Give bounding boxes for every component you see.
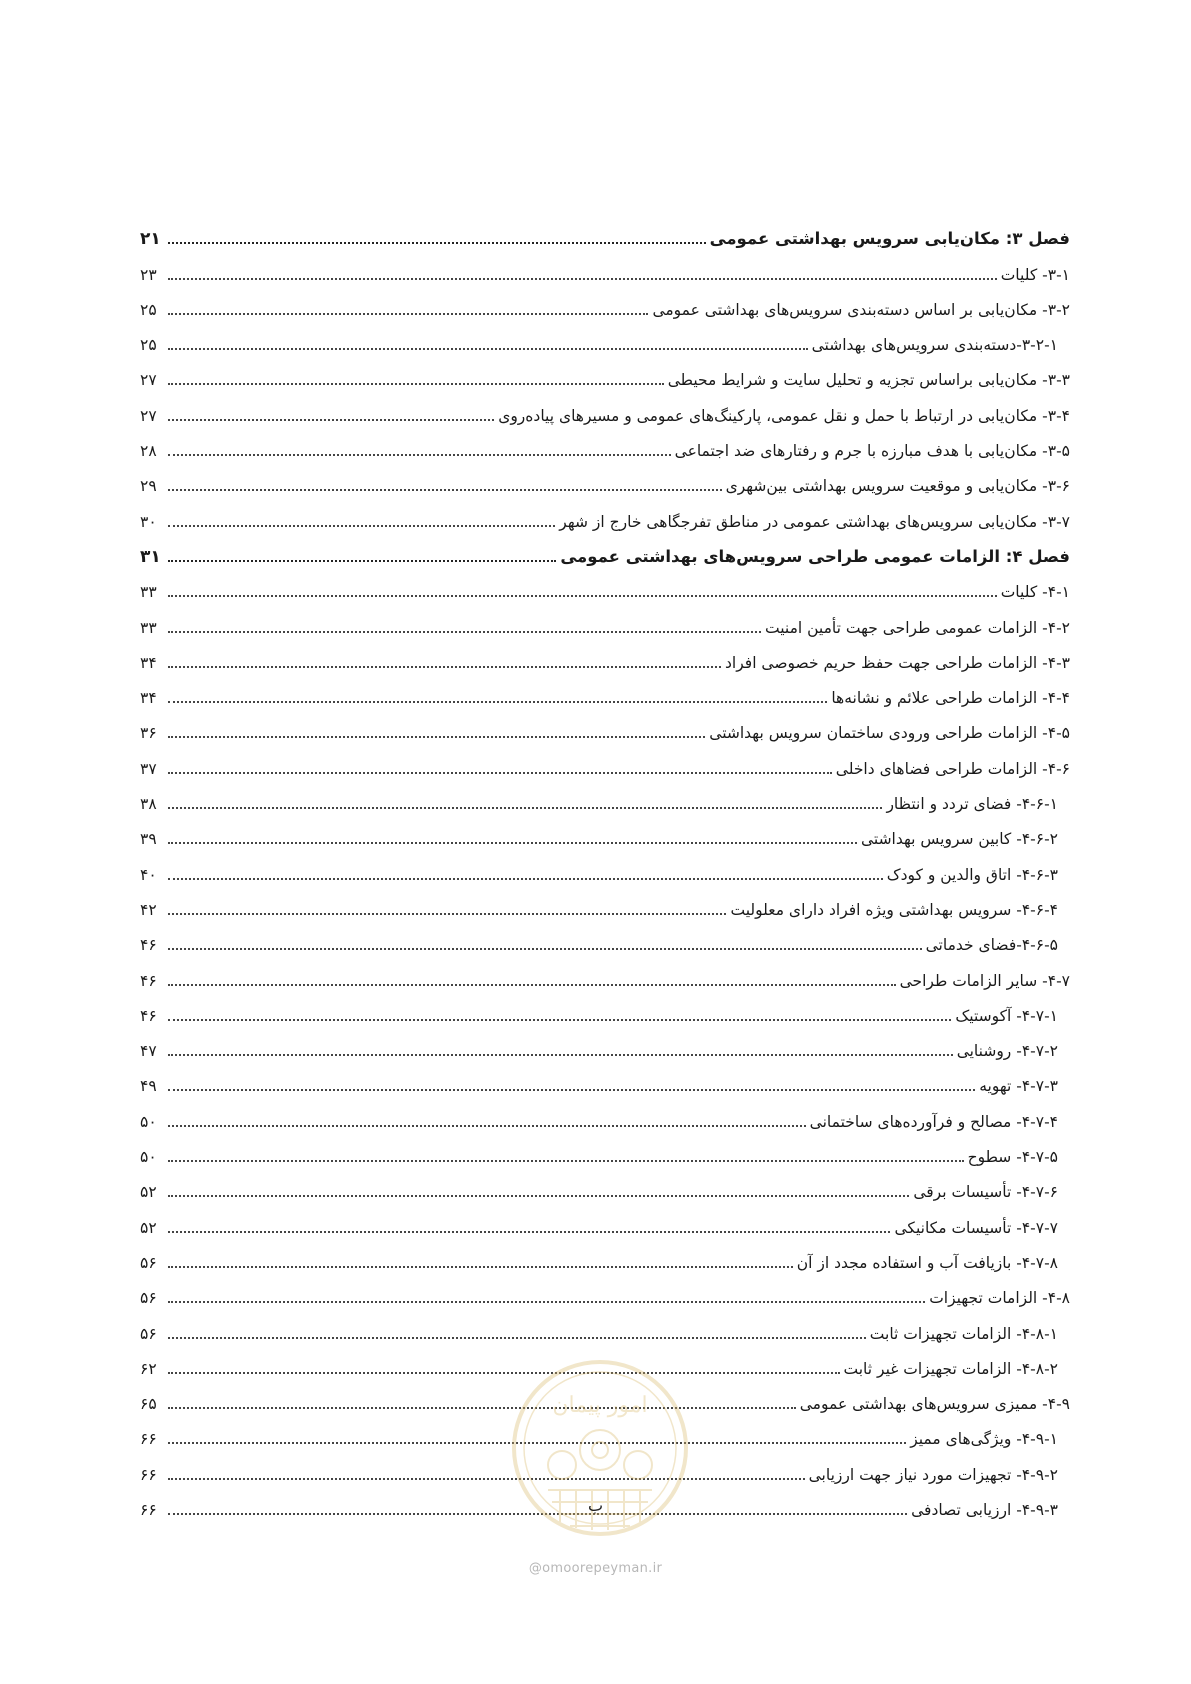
toc-entry-title: ۳-۴- مکان‌یابی در ارتباط با حمل و نقل عمومی، پارکینگ‌های عمومی و مسیرهای پیاده‌روی xyxy=(498,406,1070,425)
toc-page-number: ۵۲ xyxy=(140,1183,157,1202)
toc-page-number: ۳۰ xyxy=(140,512,157,531)
toc-entry-title: فصل ۳: مکان‌یابی سرویس بهداشتی عمومی xyxy=(709,229,1070,249)
toc-entry[interactable] xyxy=(140,1277,1070,1312)
toc-dot-leader xyxy=(168,454,671,456)
toc-dot-leader xyxy=(168,631,761,633)
toc-entry-title: ۴-۷-۳- تهویه xyxy=(979,1077,1058,1096)
toc-dot-leader xyxy=(168,560,556,562)
toc-page-number: ۶۶ xyxy=(140,1430,157,1449)
toc-entry[interactable] xyxy=(140,889,1070,924)
toc-entry-title: ۴-۸-۱- الزامات تجهیزات ثابت xyxy=(869,1324,1058,1343)
toc-dot-leader xyxy=(168,525,555,527)
toc-entry[interactable] xyxy=(140,677,1070,712)
toc-page-number: ۳۱ xyxy=(140,546,161,567)
toc-entry-title: ۴-۷-۲- روشنایی xyxy=(956,1042,1058,1061)
toc-dot-leader xyxy=(168,1337,866,1339)
toc-entry-title: ۳-۱- کلیات xyxy=(1000,265,1070,284)
toc-entry[interactable] xyxy=(140,500,1070,535)
toc-entry-title: ۴-۷-۷- تأسیسات مکانیکی xyxy=(894,1218,1058,1237)
toc-page-number: ۲۱ xyxy=(140,229,161,250)
toc-page-number: ۵۰ xyxy=(140,1148,157,1167)
watermark-logo-text: امور پیمان xyxy=(552,1393,648,1418)
toc-entry-title: ۳-۶- مکان‌یابی و موقعیت سرویس بهداشتی بین‌شهری xyxy=(725,477,1070,496)
toc-page-number: ۲۹ xyxy=(140,477,157,496)
toc-dot-leader xyxy=(168,1195,909,1197)
toc-entry-title: ۴-۹-۱- ویژگی‌های ممیز xyxy=(910,1430,1058,1449)
toc-dot-leader xyxy=(168,842,857,844)
toc-page-number: ۵۶ xyxy=(140,1289,157,1308)
toc-dot-leader xyxy=(168,1125,806,1127)
toc-entry[interactable] xyxy=(140,853,1070,888)
watermark-logo xyxy=(500,1340,700,1560)
page-number-footer: ب xyxy=(587,1496,604,1515)
toc-dot-leader xyxy=(168,984,896,986)
toc-entry-title: فصل ۴: الزامات عمومی طراحی سرویس‌های بهداشتی عمومی xyxy=(560,546,1070,566)
toc-dot-leader xyxy=(168,1160,964,1162)
table-of-contents xyxy=(140,218,1070,1524)
toc-entry-title: ۴-۶-۳- اتاق والدین و کودک xyxy=(886,865,1058,884)
toc-page-number: ۴۷ xyxy=(140,1042,157,1061)
toc-entry-title: ۴-۶-۴- سرویس بهداشتی ویژه افراد دارای معلولیت xyxy=(730,900,1058,919)
toc-entry[interactable] xyxy=(140,924,1070,959)
toc-entry-title: ۴-۶-۵-فضای خدماتی xyxy=(925,936,1058,955)
toc-page-number: ۵۶ xyxy=(140,1253,157,1272)
toc-entry[interactable] xyxy=(140,606,1070,641)
toc-entry[interactable] xyxy=(140,642,1070,677)
toc-entry[interactable] xyxy=(140,1171,1070,1206)
toc-page-number: ۳۴ xyxy=(140,653,157,672)
toc-entry[interactable] xyxy=(140,430,1070,465)
toc-page-number: ۴۶ xyxy=(140,1006,157,1025)
toc-page-number: ۴۹ xyxy=(140,1077,157,1096)
toc-entry-title: ۴-۲- الزامات عمومی طراحی جهت تأمین امنیت xyxy=(765,618,1070,637)
toc-page-number: ۶۶ xyxy=(140,1465,157,1484)
toc-page-number: ۳۸ xyxy=(140,795,157,814)
toc-entry-title: ۴-۵- الزامات طراحی ورودی ساختمان سرویس بهداشتی xyxy=(709,724,1070,743)
toc-dot-leader xyxy=(168,1407,796,1409)
toc-page-number: ۴۶ xyxy=(140,936,157,955)
toc-entry-title: ۴-۸- الزامات تجهیزات xyxy=(929,1289,1070,1308)
toc-entry[interactable] xyxy=(140,959,1070,994)
toc-page-number: ۲۷ xyxy=(140,371,157,390)
toc-dot-leader xyxy=(168,313,648,315)
toc-dot-leader xyxy=(168,348,808,350)
toc-entry[interactable] xyxy=(140,747,1070,782)
toc-page-number: ۳۹ xyxy=(140,830,157,849)
toc-entry[interactable] xyxy=(140,818,1070,853)
toc-page-number: ۲۵ xyxy=(140,300,157,319)
toc-entry-title: ۴-۷-۸- بازیافت آب و استفاده مجدد از آن xyxy=(796,1253,1058,1272)
toc-page-number: ۲۳ xyxy=(140,265,157,284)
toc-page-number: ۶۵ xyxy=(140,1395,157,1414)
toc-entry-title: ۴-۶- الزامات طراحی فضاهای داخلی xyxy=(835,759,1070,778)
toc-entry[interactable] xyxy=(140,783,1070,818)
toc-dot-leader xyxy=(168,948,922,950)
toc-dot-leader xyxy=(168,666,721,668)
toc-entry-title: ۴-۴- الزامات طراحی علائم و نشانه‌ها xyxy=(831,689,1070,708)
toc-entry[interactable] xyxy=(140,289,1070,324)
toc-entry[interactable] xyxy=(140,1206,1070,1241)
toc-entry-title: ۳-۳- مکان‌یابی براساس تجزیه و تحلیل سایت و شرایط محیطی xyxy=(667,371,1070,390)
toc-page-number: ۴۶ xyxy=(140,971,157,990)
toc-dot-leader xyxy=(168,242,706,244)
toc-entry[interactable] xyxy=(140,1030,1070,1065)
toc-page-number: ۳۳ xyxy=(140,583,157,602)
toc-entry-title: ۴-۹-۲- تجهیزات مورد نیاز جهت ارزیابی xyxy=(808,1465,1058,1484)
toc-page-number: ۲۵ xyxy=(140,336,157,355)
toc-entry[interactable] xyxy=(140,394,1070,429)
toc-entry[interactable] xyxy=(140,465,1070,500)
toc-dot-leader xyxy=(168,1266,793,1268)
toc-dot-leader xyxy=(168,878,883,880)
toc-dot-leader xyxy=(168,383,664,385)
toc-dot-leader xyxy=(168,595,997,597)
toc-page-number: ۴۰ xyxy=(140,865,157,884)
toc-dot-leader xyxy=(168,807,882,809)
toc-dot-leader xyxy=(168,736,705,738)
toc-entry-title: ۳-۷- مکان‌یابی سرویس‌های بهداشتی عمومی در مناطق تفرجگاهی خارج از شهر xyxy=(559,512,1070,531)
toc-entry[interactable] xyxy=(140,324,1070,359)
toc-page-number: ۳۴ xyxy=(140,689,157,708)
toc-chapter-entry[interactable] xyxy=(140,536,1070,571)
toc-page-number: ۵۶ xyxy=(140,1324,157,1343)
toc-page-number: ۵۲ xyxy=(140,1218,157,1237)
toc-entry-title: ۴-۶-۱- فضای تردد و انتظار xyxy=(886,795,1058,814)
toc-entry-title: ۴-۱- کلیات xyxy=(1000,583,1070,602)
toc-dot-leader xyxy=(168,419,494,421)
toc-page-number: ۳۶ xyxy=(140,724,157,743)
toc-dot-leader xyxy=(168,1478,805,1480)
toc-page-number: ۲۷ xyxy=(140,406,157,425)
toc-entry[interactable] xyxy=(140,1100,1070,1135)
toc-entry[interactable] xyxy=(140,995,1070,1030)
toc-dot-leader xyxy=(168,1089,975,1091)
toc-entry-title: ۳-۲-۱-دسته‌بندی سرویس‌های بهداشتی xyxy=(811,336,1058,355)
toc-dot-leader xyxy=(168,701,827,703)
toc-entry[interactable] xyxy=(140,253,1070,288)
toc-page-number: ۳۳ xyxy=(140,618,157,637)
toc-entry-title: ۴-۷-۱- آکوستیک xyxy=(955,1006,1058,1025)
toc-dot-leader xyxy=(168,772,832,774)
toc-dot-leader xyxy=(168,913,726,915)
toc-entry-title: ۴-۹- ممیزی سرویس‌های بهداشتی عمومی xyxy=(799,1395,1070,1414)
toc-dot-leader xyxy=(168,489,722,491)
toc-entry[interactable] xyxy=(140,712,1070,747)
toc-entry-title: ۴-۷-۵- سطوح xyxy=(967,1148,1058,1167)
toc-entry-title: ۳-۵- مکان‌یابی با هدف مبارزه با جرم و رفتارهای ضد اجتماعی xyxy=(674,442,1070,461)
toc-dot-leader xyxy=(168,1019,951,1021)
toc-dot-leader xyxy=(168,1231,890,1233)
toc-page-number: ۶۶ xyxy=(140,1500,157,1519)
toc-entry-title: ۴-۸-۲- الزامات تجهیزات غیر ثابت xyxy=(843,1359,1058,1378)
toc-dot-leader xyxy=(168,1301,925,1303)
toc-dot-leader xyxy=(168,278,997,280)
toc-entry-title: ۴-۳- الزامات طراحی جهت حفظ حریم خصوصی افراد xyxy=(725,653,1070,672)
toc-entry-title: ۴-۶-۲- کابین سرویس بهداشتی xyxy=(860,830,1058,849)
toc-entry[interactable] xyxy=(140,571,1070,606)
watermark-site: @omoorepeyman.ir xyxy=(528,1561,663,1576)
toc-page-number: ۶۲ xyxy=(140,1359,157,1378)
toc-page-number: ۳۷ xyxy=(140,759,157,778)
toc-entry-title: ۳-۲- مکان‌یابی بر اساس دسته‌بندی سرویس‌های بهداشتی عمومی xyxy=(652,300,1070,319)
toc-entry-title: ۴-۷-۴- مصالح و فرآورده‌های ساختمانی xyxy=(809,1112,1058,1131)
toc-entry[interactable] xyxy=(140,1065,1070,1100)
toc-entry[interactable] xyxy=(140,1136,1070,1171)
toc-entry-title: ۴-۷-۶- تأسیسات برقی xyxy=(913,1183,1058,1202)
toc-page-number: ۲۸ xyxy=(140,442,157,461)
toc-dot-leader xyxy=(168,1054,953,1056)
toc-entry-title: ۴-۷- سایر الزامات طراحی xyxy=(899,971,1070,990)
toc-page-number: ۵۰ xyxy=(140,1112,157,1131)
toc-entry-title: ۴-۹-۳- ارزیابی تصادفی xyxy=(911,1500,1058,1519)
toc-entry[interactable] xyxy=(140,359,1070,394)
toc-entry[interactable] xyxy=(140,1242,1070,1277)
toc-page-number: ۴۲ xyxy=(140,900,157,919)
toc-chapter-entry[interactable] xyxy=(140,218,1070,253)
